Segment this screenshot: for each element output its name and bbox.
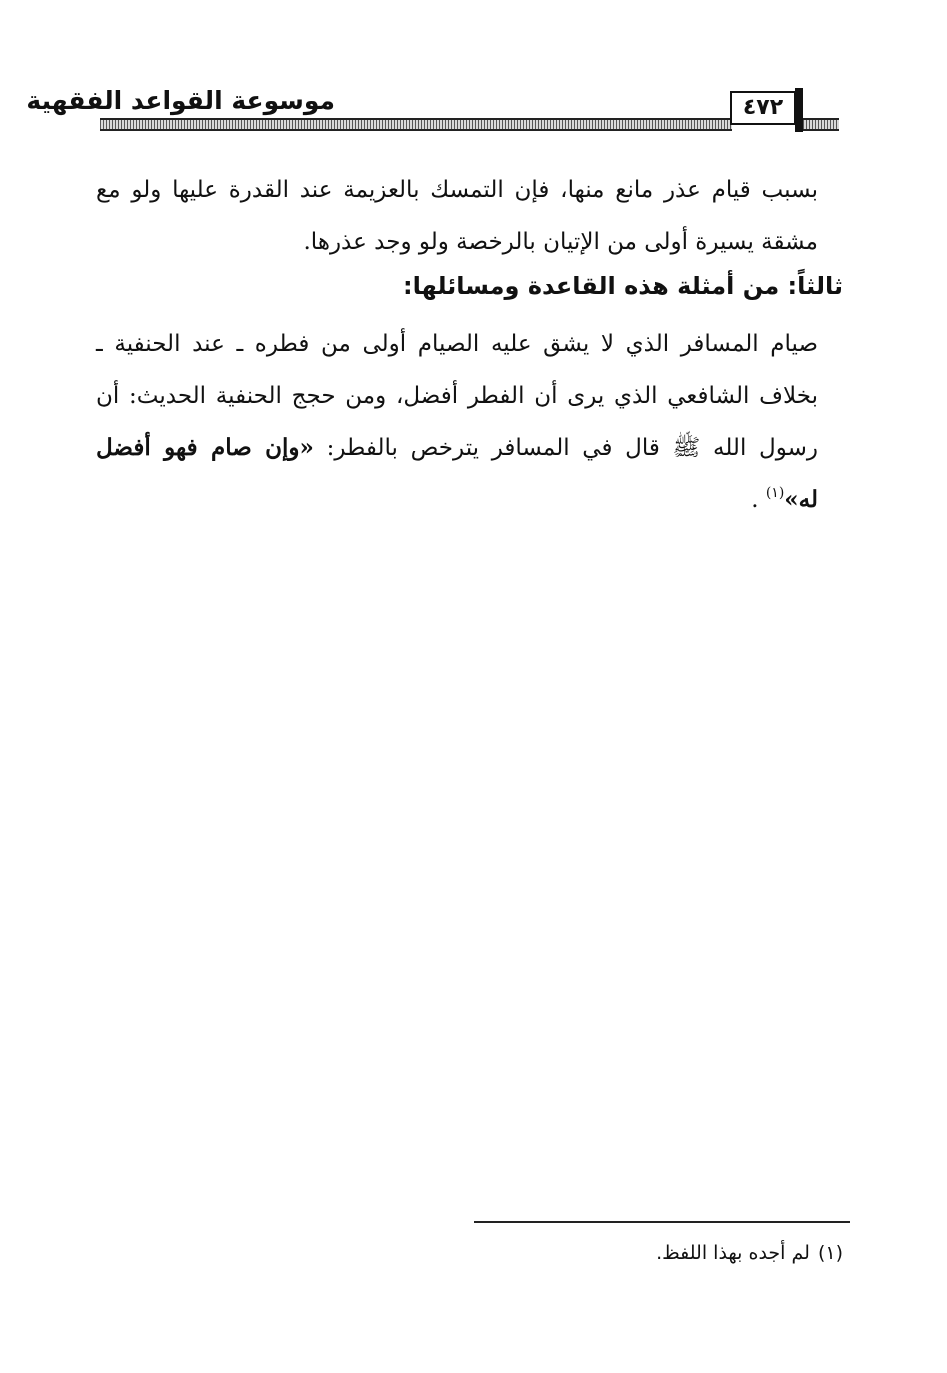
footnote	[243, 1238, 843, 1268]
section-heading: ثالثاً: من أمثلة هذه القاعدة ومسائلها:	[402, 272, 843, 300]
header-decorative-band-right	[803, 118, 839, 131]
page-number-tab	[795, 88, 803, 132]
footnote-separator	[474, 1221, 850, 1223]
paragraph-text: صيام المسافر الذي لا يشق عليه الصيام أولى من فطره ـ عند الحنفية ـ بخلاف الشافعي الذي يرى أن الفطر أفضل، ومن حجج الحنفية الحديث: أن رسول الله ﷺ قال في المسافر يترخص بالفطر:	[96, 331, 818, 461]
footnote-text: لم أجده بهذا اللفظ.	[656, 1242, 810, 1264]
paragraph-end: .	[751, 487, 759, 513]
footnote-marker: (١)	[817, 1242, 843, 1264]
footnote-reference: (١)	[765, 485, 785, 501]
page-number: ٤٧٢	[730, 91, 796, 125]
running-title: موسوعة القواعد الفقهية	[26, 86, 335, 115]
hadith-quote: «وإن صام فهو أفضل له»	[96, 434, 818, 513]
header-decorative-band	[100, 118, 732, 131]
paragraph	[96, 318, 818, 526]
paragraph: بسبب قيام عذر مانع منها، فإن التمسك بالعزيمة عند القدرة عليها ولو مع مشقة يسيرة أولى من الإتيان بالرخصة ولو وجد عذرها.	[96, 177, 818, 255]
